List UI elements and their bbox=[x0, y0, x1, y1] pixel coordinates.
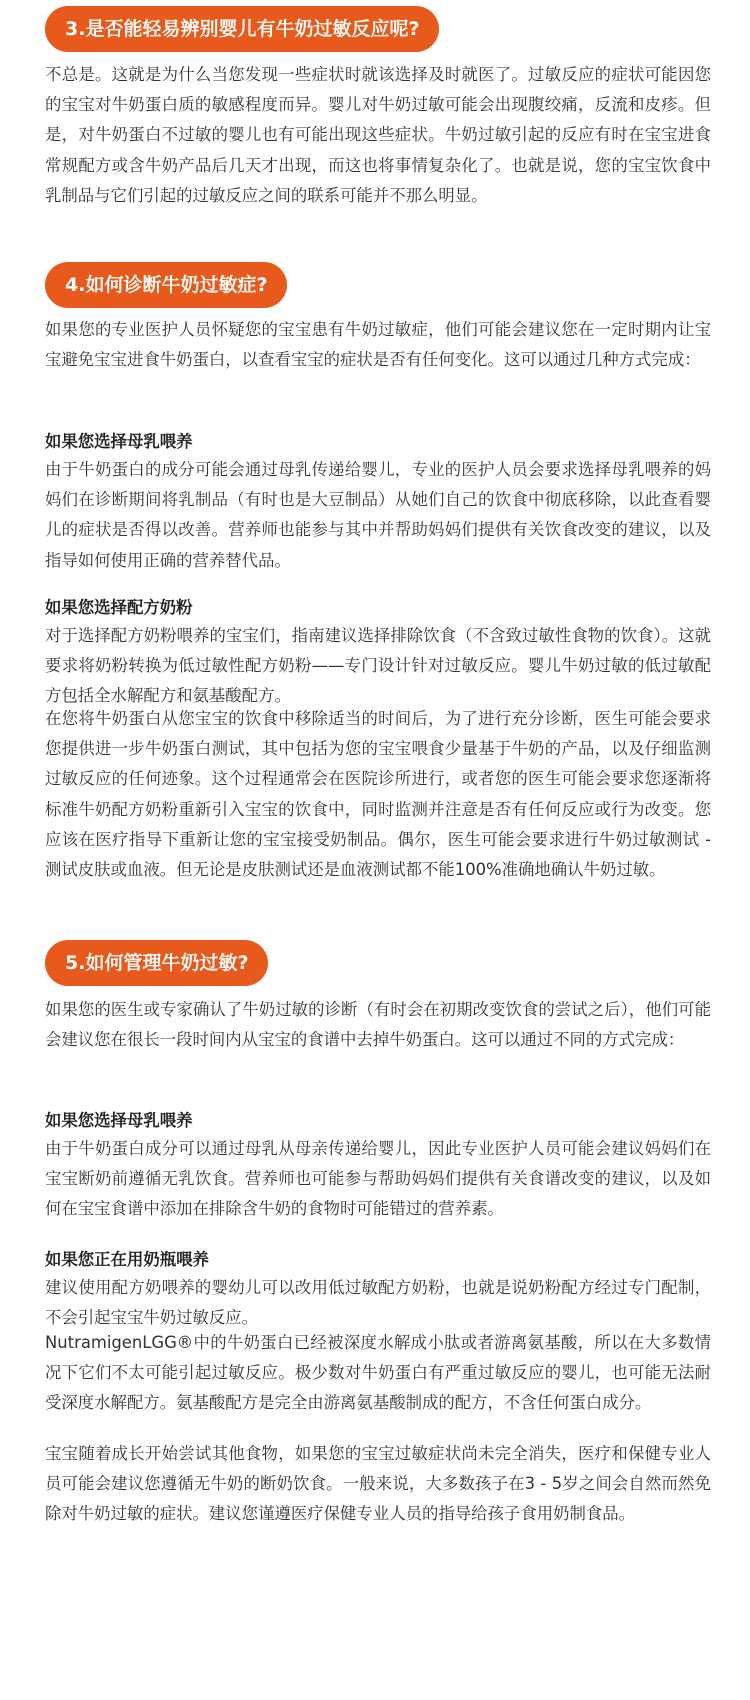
section-5-bottle-title: 如果您正在用奶瓶喂养 bbox=[45, 1250, 209, 1269]
section-4-breastfeeding-text: 由于牛奶蛋白的成分可能会通过母乳传递给婴儿，专业的医护人员会要求选择母乳喂养的妈妈们在诊断期间将乳制品（有时也是大豆制品）从她们自己的饮食中彻底移除，以此查看婴儿的症状是否得以改善。营养师也能参与其中并帮助妈妈们提供有关饮食改变的建议，以及指导如何使用正确的营养替代品。 bbox=[45, 460, 711, 570]
section-4-heading: 4.如何诊断牛奶过敏症? bbox=[45, 262, 287, 308]
section-5-bottle-text-3: 宝宝随着成长开始尝试其他食物，如果您的宝宝过敏症状尚未完全消失，医疗和保健专业人员可能会建议您遵循无牛奶的断奶饮食。一般来说，大多数孩子在3 - 5岁之间会自然而然免除对牛奶过敏的症状。建议您谨遵医疗保健专业人员的指导给孩子食用奶制食品。 bbox=[45, 1444, 711, 1524]
section-3-paragraph: 不总是。这就是为什么当您发现一些症状时就该选择及时就医了。过敏反应的症状可能因您的宝宝对牛奶蛋白质的敏感程度而异。婴儿对牛奶过敏可能会出现腹绞痛，反流和皮疹。但是，对牛奶蛋白不过敏的婴儿也有可能出现这些症状。牛奶过敏引起的反应有时在宝宝进食常规配方或含牛奶产品后几天才出现，而这也将事情复杂化了。也就是说，您的宝宝饮食中乳制品与它们引起的过敏反应之间的联系可能并不那么明显。 bbox=[45, 65, 711, 205]
section-5-bottle-text-2: NutramigenLGG®中的牛奶蛋白已经被深度水解成小肽或者游离氨基酸，所以在大多数情况下它们不太可能引起过敏反应。极少数对牛奶蛋白有严重过敏反应的婴儿，也可能无法耐受深度水解配方。氨基酸配方是完全由游离氨基酸制成的配方，不含任何蛋白成分。 bbox=[45, 1333, 711, 1413]
section-3-heading: 3.是否能轻易辨别婴儿有牛奶过敏反应呢? bbox=[45, 6, 439, 52]
section-5-heading: 5.如何管理牛奶过敏? bbox=[45, 940, 268, 986]
section-5-bottle-text-1: 建议使用配方奶喂养的婴幼儿可以改用低过敏配方奶粉，也就是说奶粉配方经过专门配制，不会引起宝宝牛奶过敏反应。 bbox=[45, 1278, 711, 1328]
section-4-formula-text-2: 在您将牛奶蛋白从您宝宝的饮食中移除适当的时间后，为了进行充分诊断，医生可能会要求您提供进一步牛奶蛋白测试，其中包括为您的宝宝喂食少量基于牛奶的产品，以及仔细监测过敏反应的任何迹象。这个过程通常会在医院诊所进行，或者您的医生可能会要求您逐渐将标准牛奶配方奶粉重新引入宝宝的饮食中，同时监测并注意是否有任何反应或行为改变。您应该在医疗指导下重新让您的宝宝接受奶制品。偶尔，医生可能会要求进行牛奶过敏测试 - 测试皮肤或血液。但无论是皮肤测试还是血液测试都不能100%准确地确认牛奶过敏。 bbox=[45, 709, 711, 880]
section-5-breastfeeding-text: 由于牛奶蛋白成分可以通过母乳从母亲传递给婴儿，因此专业医护人员可能会建议妈妈们在宝宝断奶前遵循无乳饮食。营养师也可能参与帮助妈妈们提供有关食谱改变的建议，以及如何在宝宝食谱中添加在排除含牛奶的食物时可能错过的营养素。 bbox=[45, 1139, 711, 1219]
section-4-breastfeeding-title: 如果您选择母乳喂养 bbox=[45, 432, 193, 451]
section-4-formula-text-1: 对于选择配方奶粉喂养的宝宝们，指南建议选择排除饮食（不含致过敏性食物的饮食）。这就要求将奶粉转换为低过敏性配方奶粉——专门设计针对过敏反应。婴儿牛奶过敏的低过敏配方包括全水解配方和氨基酸配方。 bbox=[45, 626, 711, 706]
section-4-intro: 如果您的专业医护人员怀疑您的宝宝患有牛奶过敏症，他们可能会建议您在一定时期内让宝宝避免宝宝进食牛奶蛋白，以查看宝宝的症状是否有任何变化。这可以通过几种方式完成： bbox=[45, 320, 711, 370]
section-4-formula-title: 如果您选择配方奶粉 bbox=[45, 598, 193, 617]
section-5-intro: 如果您的医生或专家确认了牛奶过敏的诊断（有时会在初期改变饮食的尝试之后），他们可能会建议您在很长一段时间内从宝宝的食谱中去掉牛奶蛋白。这可以通过不同的方式完成： bbox=[45, 1000, 711, 1050]
section-5-breastfeeding-title: 如果您选择母乳喂养 bbox=[45, 1111, 193, 1130]
